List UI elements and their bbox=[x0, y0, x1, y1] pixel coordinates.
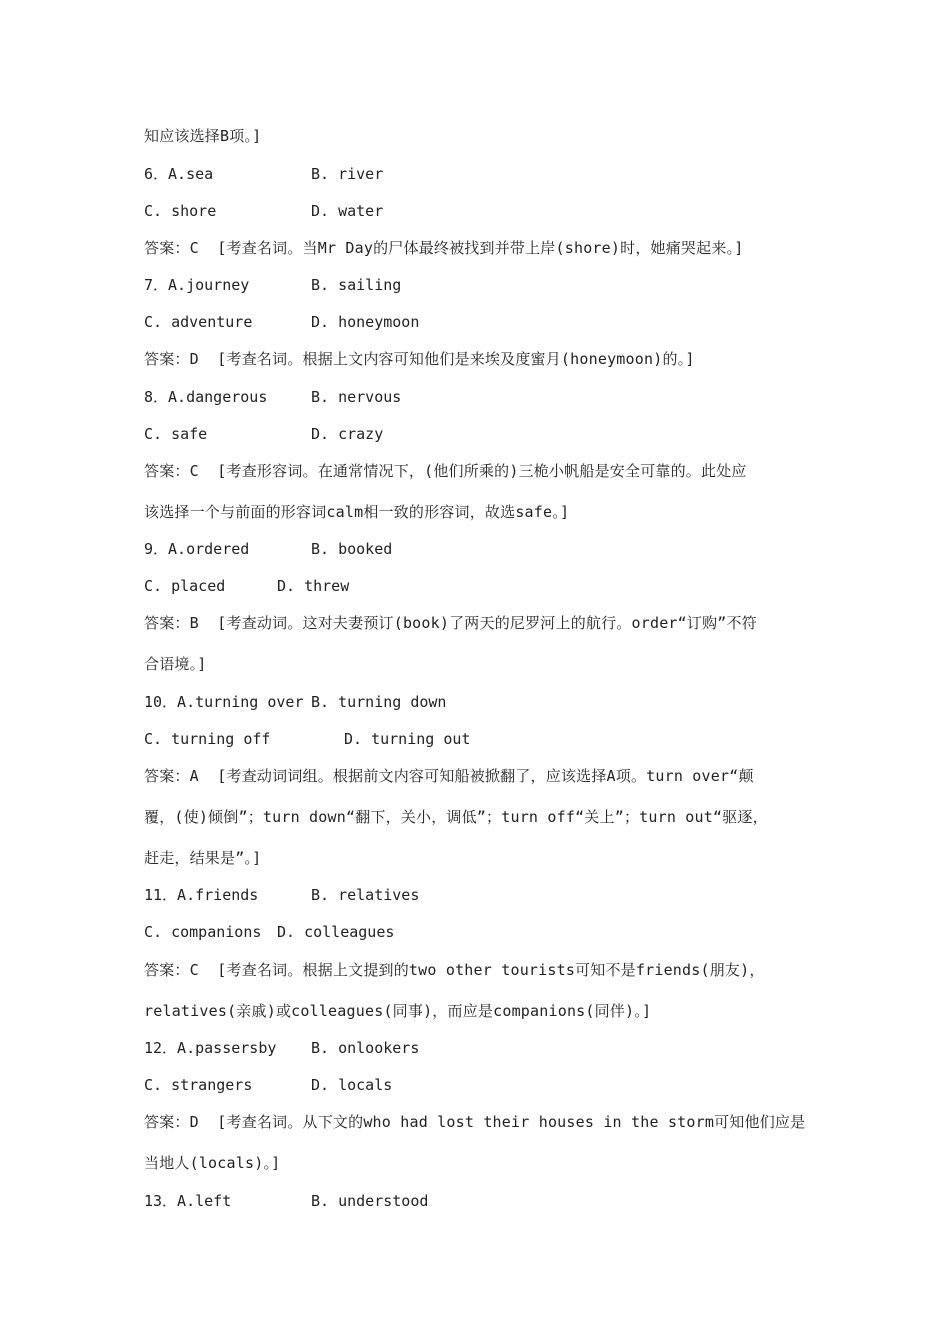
option-c: C. placed bbox=[144, 577, 226, 595]
options-row-q6-cd bbox=[144, 201, 744, 221]
answer-line-cont: 当地人(locals)。] bbox=[144, 1154, 281, 1172]
options-row-q8 bbox=[144, 387, 744, 407]
answer-line-cont: 合语境。] bbox=[144, 655, 207, 673]
option-a: 10．A.turning over bbox=[144, 693, 304, 711]
options-row-q11-cd bbox=[144, 922, 744, 942]
answer-line: 答案：D [考查名词。从下文的who had lost their houses in the storm可知他们应是 bbox=[144, 1113, 806, 1131]
option-a: 7．A.journey bbox=[144, 276, 250, 294]
option-d: D. threw bbox=[277, 577, 350, 595]
option-b: B. understood bbox=[311, 1192, 429, 1210]
options-row-q13 bbox=[144, 1191, 744, 1211]
options-row-q9-cd bbox=[144, 576, 744, 596]
answer-line: 答案：D [考查名词。根据上文内容可知他们是来埃及度蜜月(honeymoon)的。] bbox=[144, 350, 695, 368]
option-c: C. turning off bbox=[144, 730, 271, 748]
answer-line: 答案：B [考查动词。这对夫妻预订(book)了两天的尼罗河上的航行。order“订购”不符 bbox=[144, 614, 757, 632]
option-b: B. sailing bbox=[311, 276, 402, 294]
option-a: 8．A.dangerous bbox=[144, 388, 268, 406]
text-line: 知应该选择B项。] bbox=[144, 127, 262, 145]
options-row-q7-cd bbox=[144, 312, 744, 332]
option-b: B. onlookers bbox=[311, 1039, 420, 1057]
option-a: 6．A.sea bbox=[144, 165, 214, 183]
answer-line-cont: 赶走，结果是”。] bbox=[144, 849, 262, 867]
option-a: 13．A.left bbox=[144, 1192, 232, 1210]
options-row-q6 bbox=[144, 164, 744, 184]
options-row-q10 bbox=[144, 692, 744, 712]
answer-line: 答案：C [考查名词。当Mr Day的尸体最终被找到并带上岸(shore)时，她痛哭起来。] bbox=[144, 239, 744, 257]
option-c: C. adventure bbox=[144, 313, 253, 331]
option-d: D. water bbox=[311, 202, 384, 220]
options-row-q7 bbox=[144, 275, 744, 295]
option-c: C. strangers bbox=[144, 1076, 253, 1094]
option-c: C. safe bbox=[144, 425, 208, 443]
answer-line: 答案：C [考查形容词。在通常情况下，(他们所乘的)三桅小帆船是安全可靠的。此处应 bbox=[144, 462, 747, 480]
options-row-q10-cd bbox=[144, 729, 744, 749]
option-a: 12．A.passersby bbox=[144, 1039, 277, 1057]
answer-line-cont: relatives(亲戚)或colleagues(同事)，而应是companions(同伴)。] bbox=[144, 1002, 652, 1020]
option-c: C. companions bbox=[144, 923, 262, 941]
option-d: D. locals bbox=[311, 1076, 393, 1094]
options-row-q11 bbox=[144, 885, 744, 905]
option-b: B. relatives bbox=[311, 886, 420, 904]
option-a: 11．A.friends bbox=[144, 886, 259, 904]
answer-line: 答案：C [考查名词。根据上文提到的two other tourists可知不是friends(朋友)， bbox=[144, 961, 765, 979]
option-b: B. booked bbox=[311, 540, 393, 558]
option-b: B. nervous bbox=[311, 388, 402, 406]
option-d: D. crazy bbox=[311, 425, 384, 443]
option-d: D. turning out bbox=[344, 730, 471, 748]
answer-line-cont: 该选择一个与前面的形容词calm相一致的形容词，故选safe。] bbox=[144, 503, 570, 521]
answer-line: 答案：A [考查动词词组。根据前文内容可知船被掀翻了，应该选择A项。turn over“颠 bbox=[144, 767, 754, 785]
options-row-q12 bbox=[144, 1038, 744, 1058]
answer-line-cont: 覆，(使)倾倒”；turn down“翻下，关小，调低”；turn off“关上”；turn out“驱逐， bbox=[144, 808, 768, 826]
option-a: 9．A.ordered bbox=[144, 540, 250, 558]
option-c: C. shore bbox=[144, 202, 217, 220]
options-row-q12-cd bbox=[144, 1075, 744, 1095]
option-b: B. river bbox=[311, 165, 384, 183]
options-row-q8-cd bbox=[144, 424, 744, 444]
option-d: D. colleagues bbox=[277, 923, 395, 941]
options-row-q9 bbox=[144, 539, 744, 559]
option-b: B. turning down bbox=[311, 693, 447, 711]
option-d: D. honeymoon bbox=[311, 313, 420, 331]
